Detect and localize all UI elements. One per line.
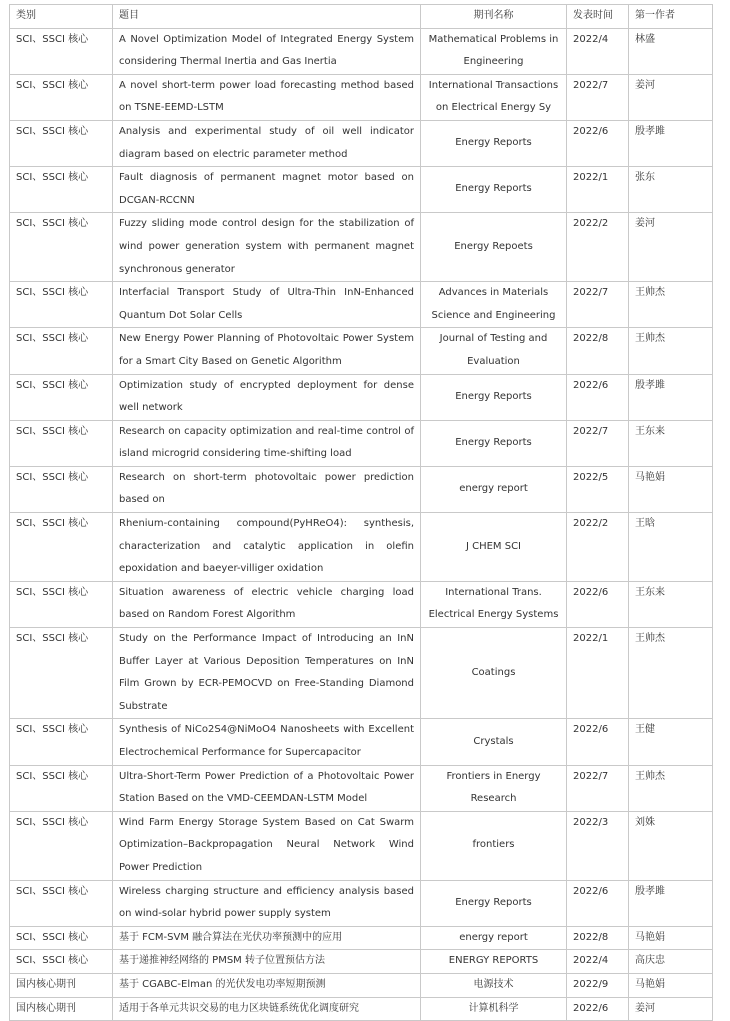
table-row [10, 74, 713, 120]
author-cell: 高庆忠 [629, 950, 713, 974]
date-cell: 2022/7 [567, 74, 629, 120]
author-cell: 王晗 [629, 513, 713, 582]
title-cell: Interfacial Transport Study of Ultra-Thin InN-Enhanced Quantum Dot Solar Cells [113, 282, 421, 328]
author-cell: 马艳娟 [629, 926, 713, 950]
journal-cell: energy report [421, 926, 567, 950]
header-title: 题目 [113, 5, 421, 29]
title-cell: Wireless charging structure and efficiency analysis based on wind-solar hybrid power supply system [113, 880, 421, 926]
date-cell: 2022/3 [567, 811, 629, 880]
author-cell: 王帅杰 [629, 328, 713, 374]
journal-cell: Energy Reports [421, 374, 567, 420]
journal-cell: Advances in Materials Science and Engineering [421, 282, 567, 328]
journal-cell: frontiers [421, 811, 567, 880]
title-cell: Study on the Performance Impact of Introducing an InN Buffer Layer at Various Deposition Temperatures on InN Film Grown by ECR-PEMOCVD on Free-Standing Diamond Substrate [113, 628, 421, 719]
date-cell: 2022/2 [567, 513, 629, 582]
table-row [10, 420, 713, 466]
journal-cell: Energy Reports [421, 880, 567, 926]
header-author: 第一作者 [629, 5, 713, 29]
category-cell: SCI、SSCI 核心 [10, 926, 113, 950]
category-cell: SCI、SSCI 核心 [10, 811, 113, 880]
date-cell: 2022/2 [567, 213, 629, 282]
date-cell: 2022/7 [567, 282, 629, 328]
table-row [10, 513, 713, 582]
journal-cell: J CHEM SCI [421, 513, 567, 582]
author-cell: 殷孝雎 [629, 120, 713, 166]
journal-cell: Coatings [421, 628, 567, 719]
table-row [10, 880, 713, 926]
author-cell: 马艳娟 [629, 973, 713, 997]
author-cell: 殷孝雎 [629, 374, 713, 420]
journal-cell: 计算机科学 [421, 997, 567, 1021]
author-cell: 张东 [629, 167, 713, 213]
journal-cell: Frontiers in Energy Research [421, 765, 567, 811]
header-category: 类别 [10, 5, 113, 29]
title-cell: 适用于各单元共识交易的电力区块链系统优化调度研究 [113, 997, 421, 1021]
date-cell: 2022/4 [567, 950, 629, 974]
journal-cell: International Trans. Electrical Energy Systems [421, 581, 567, 627]
category-cell: SCI、SSCI 核心 [10, 120, 113, 166]
title-cell: Fuzzy sliding mode control design for the stabilization of wind power generation system with permanent magnet synchronous generator [113, 213, 421, 282]
journal-cell: Energy Reports [421, 420, 567, 466]
category-cell: 国内核心期刊 [10, 973, 113, 997]
author-cell: 姜河 [629, 74, 713, 120]
table-row [10, 28, 713, 74]
author-cell: 殷孝雎 [629, 880, 713, 926]
header-journal: 期刊名称 [421, 5, 567, 29]
date-cell: 2022/9 [567, 973, 629, 997]
header-row [10, 5, 713, 29]
table-row [10, 282, 713, 328]
category-cell: SCI、SSCI 核心 [10, 167, 113, 213]
category-cell: SCI、SSCI 核心 [10, 628, 113, 719]
category-cell: SCI、SSCI 核心 [10, 374, 113, 420]
title-cell: Fault diagnosis of permanent magnet motor based on DCGAN-RCCNN [113, 167, 421, 213]
category-cell: SCI、SSCI 核心 [10, 950, 113, 974]
title-cell: Optimization study of encrypted deployment for dense well network [113, 374, 421, 420]
table-row [10, 167, 713, 213]
author-cell: 王东来 [629, 581, 713, 627]
date-cell: 2022/6 [567, 374, 629, 420]
title-cell: Ultra-Short-Term Power Prediction of a Photovoltaic Power Station Based on the VMD-CEEMDAN-LSTM Model [113, 765, 421, 811]
journal-cell: Journal of Testing and Evaluation [421, 328, 567, 374]
title-cell: New Energy Power Planning of Photovoltaic Power System for a Smart City Based on Genetic Algorithm [113, 328, 421, 374]
date-cell: 2022/7 [567, 765, 629, 811]
title-cell: Rhenium-containing compound(PyHReO4): synthesis, characterization and catalytic application in olefin epoxidation and baeyer-villiger oxidation [113, 513, 421, 582]
journal-cell: Energy Repoets [421, 213, 567, 282]
date-cell: 2022/6 [567, 719, 629, 765]
title-cell: 基于 FCM-SVM 融合算法在光伏功率预测中的应用 [113, 926, 421, 950]
journal-cell: 电源技术 [421, 973, 567, 997]
author-cell: 马艳娟 [629, 466, 713, 512]
table-row [10, 328, 713, 374]
journal-cell: ENERGY REPORTS [421, 950, 567, 974]
table-row [10, 765, 713, 811]
table-row [10, 973, 713, 997]
table-row [10, 950, 713, 974]
author-cell: 王帅杰 [629, 628, 713, 719]
table-row [10, 997, 713, 1021]
journal-cell: Crystals [421, 719, 567, 765]
title-cell: A Novel Optimization Model of Integrated Energy System considering Thermal Inertia and Gas Inertia [113, 28, 421, 74]
author-cell: 王健 [629, 719, 713, 765]
author-cell: 王帅杰 [629, 765, 713, 811]
title-cell: A novel short-term power load forecasting method based on TSNE-EEMD-LSTM [113, 74, 421, 120]
author-cell: 王东来 [629, 420, 713, 466]
header-date: 发表时间 [567, 5, 629, 29]
journal-cell: Energy Reports [421, 120, 567, 166]
title-cell: Research on capacity optimization and real-time control of island microgrid considering time-shifting load [113, 420, 421, 466]
title-cell: Situation awareness of electric vehicle charging load based on Random Forest Algorithm [113, 581, 421, 627]
date-cell: 2022/8 [567, 926, 629, 950]
table-row [10, 466, 713, 512]
author-cell: 姜河 [629, 997, 713, 1021]
date-cell: 2022/5 [567, 466, 629, 512]
category-cell: SCI、SSCI 核心 [10, 420, 113, 466]
date-cell: 2022/1 [567, 628, 629, 719]
category-cell: SCI、SSCI 核心 [10, 765, 113, 811]
category-cell: SCI、SSCI 核心 [10, 581, 113, 627]
author-cell: 王帅杰 [629, 282, 713, 328]
journal-cell: Mathematical Problems in Engineering [421, 28, 567, 74]
title-cell: 基于递推神经网络的 PMSM 转子位置预估方法 [113, 950, 421, 974]
category-cell: SCI、SSCI 核心 [10, 282, 113, 328]
table-row [10, 719, 713, 765]
category-cell: SCI、SSCI 核心 [10, 513, 113, 582]
category-cell: SCI、SSCI 核心 [10, 719, 113, 765]
category-cell: SCI、SSCI 核心 [10, 74, 113, 120]
author-cell: 姜河 [629, 213, 713, 282]
journal-cell: International Transactions on Electrical Energy Sy [421, 74, 567, 120]
date-cell: 2022/6 [567, 581, 629, 627]
journal-cell: Energy Reports [421, 167, 567, 213]
author-cell: 林盛 [629, 28, 713, 74]
category-cell: SCI、SSCI 核心 [10, 466, 113, 512]
table-row [10, 374, 713, 420]
category-cell: SCI、SSCI 核心 [10, 880, 113, 926]
category-cell: SCI、SSCI 核心 [10, 28, 113, 74]
journal-cell: energy report [421, 466, 567, 512]
date-cell: 2022/6 [567, 880, 629, 926]
date-cell: 2022/7 [567, 420, 629, 466]
title-cell: Synthesis of NiCo2S4@NiMoO4 Nanosheets with Excellent Electrochemical Performance for Supercapacitor [113, 719, 421, 765]
author-cell: 刘姝 [629, 811, 713, 880]
date-cell: 2022/6 [567, 120, 629, 166]
category-cell: SCI、SSCI 核心 [10, 213, 113, 282]
title-cell: 基于 CGABC-Elman 的光伏发电功率短期预测 [113, 973, 421, 997]
title-cell: Wind Farm Energy Storage System Based on Cat Swarm Optimization–Backpropagation Neural Network Wind Power Prediction [113, 811, 421, 880]
table-row [10, 811, 713, 880]
date-cell: 2022/8 [567, 328, 629, 374]
date-cell: 2022/1 [567, 167, 629, 213]
table-header [10, 5, 713, 29]
category-cell: 国内核心期刊 [10, 997, 113, 1021]
date-cell: 2022/6 [567, 997, 629, 1021]
table-row [10, 926, 713, 950]
table-row [10, 581, 713, 627]
date-cell: 2022/4 [567, 28, 629, 74]
title-cell: Research on short-term photovoltaic power prediction based on [113, 466, 421, 512]
title-cell: Analysis and experimental study of oil well indicator diagram based on electric parameter method [113, 120, 421, 166]
table-row [10, 628, 713, 719]
table-row [10, 213, 713, 282]
publications-table [9, 4, 713, 1021]
category-cell: SCI、SSCI 核心 [10, 328, 113, 374]
table-body [10, 28, 713, 1021]
table-row [10, 120, 713, 166]
